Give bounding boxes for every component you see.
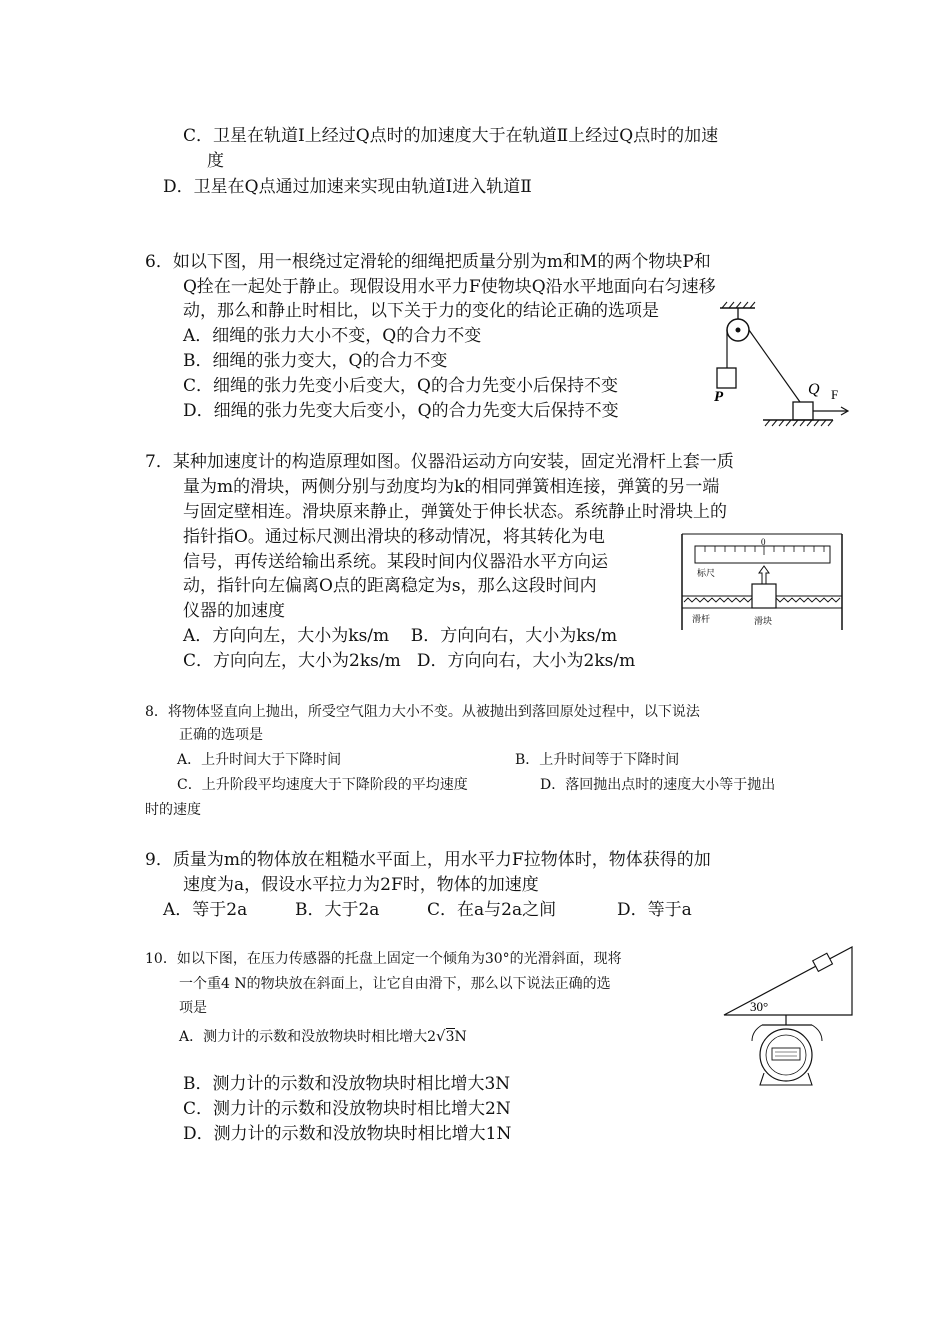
q10-stem-line3: 项是 <box>179 1000 207 1016</box>
q8-option-a: A．上升时间大于下降时间 <box>177 752 342 768</box>
q10-option-a-prefix: A．测力计的示数和没放物块时相比增大 <box>179 1029 428 1045</box>
q6-pulley-figure <box>705 298 855 433</box>
q10-stem-line2: 一个重4 N的物块放在斜面上，让它自由滑下，那么以下说法正确的选 <box>179 976 611 992</box>
q8-stem-line1: 8．将物体竖直向上抛出，所受空气阻力大小不变。从被抛出到落回原处过程中，以下说法 <box>145 704 700 720</box>
q6-label-f: F <box>831 387 839 402</box>
q8-option-c: C．上升阶段平均速度大于下降阶段的平均速度 <box>177 777 468 793</box>
q10-option-b: B．测力计的示数和没放物块时相比增大3N <box>183 1074 511 1094</box>
q6-option-a: A．细绳的张力大小不变，Q的合力不变 <box>183 326 482 346</box>
q10-angle-label: 30° <box>750 999 769 1014</box>
q9-stem-line1: 9．质量为m的物体放在粗糙水平面上，用水平力F拉物体时，物体获得的加 <box>145 850 711 870</box>
q7-options-line2: C．方向向左，大小为2ks/m D．方向向右，大小为2ks/m <box>183 651 636 671</box>
q7-stem-line6: 动，指针向左偏离O点的距离稳定为s，那么这段时间内 <box>183 576 597 596</box>
q6-option-c: C．细绳的张力先变小后变大，Q的合力先变小后保持不变 <box>183 376 618 396</box>
q6-stem-line3: 动，那么和静止时相比，以下关于力的变化的结论正确的选项是 <box>183 301 659 321</box>
q10-stem-line1: 10．如以下图，在压力传感器的托盘上固定一个倾角为30°的光滑斜面，现将 <box>145 951 622 967</box>
q10-option-d: D．测力计的示数和没放物块时相比增大1N <box>183 1124 512 1144</box>
q10-option-c: C．测力计的示数和没放物块时相比增大2N <box>183 1099 511 1119</box>
q9-option-c: C．在a与2a之间 <box>427 900 557 920</box>
q6-label-p: P <box>714 389 724 405</box>
q6-option-b: B．细绳的张力变大，Q的合力不变 <box>183 351 448 371</box>
q7-options-line1: A．方向向左，大小为ks/m B．方向向右，大小为ks/m <box>183 626 618 646</box>
q7-label-zero: 0 <box>761 537 766 547</box>
q10-incline-scale-figure <box>720 945 860 1090</box>
q10-option-a-coef: 2 <box>427 1029 437 1045</box>
q6-stem-line1: 6．如以下图，用一根绕过定滑轮的细绳把质量分别为m和M的两个物块P和 <box>145 252 711 272</box>
q8-option-b: B．上升时间等于下降时间 <box>515 752 680 768</box>
q7-label-ruler: 标尺 <box>697 568 716 578</box>
q9-stem-line2: 速度为a，假设水平拉力为2F时，物体的加速度 <box>183 875 539 895</box>
q7-stem-line4: 指针指O。通过标尺测出滑块的移动情况，将其转化为电 <box>183 527 605 547</box>
q5-option-c-line1: C．卫星在轨道Ⅰ上经过Q点时的加速度大于在轨道Ⅱ上经过Q点时的加速 <box>183 126 719 146</box>
q9-option-a: A．等于2a <box>163 900 248 920</box>
q6-option-d: D．细绳的张力先变大后变小，Q的合力先变大后保持不变 <box>183 401 619 421</box>
q9-option-b: B．大于2a <box>295 900 380 920</box>
q7-stem-line2: 量为m的滑块，两侧分别与劲度均为k的相同弹簧相连接，弹簧的另一端 <box>183 477 720 497</box>
q10-option-a-unit: N <box>454 1029 467 1045</box>
q5-option-c-line2: 度 <box>207 151 224 171</box>
q6-stem-line2: Q拴在一起处于静止。现假设用水平力F使物块Q沿水平地面向右匀速移 <box>183 277 716 297</box>
q7-label-rod: 滑杆 <box>692 614 711 624</box>
q8-option-d-line1: D．落回抛出点时的速度大小等于抛出 <box>540 777 776 793</box>
q7-stem-line5: 信号，再传送给输出系统。某段时间内仪器沿水平方向运 <box>183 552 608 572</box>
q10-option-a-radicand: 3 <box>445 1029 455 1045</box>
q8-stem-line2: 正确的选项是 <box>179 727 263 743</box>
q6-label-q: Q <box>808 381 820 398</box>
q10-option-a: A．测力计的示数和没放物块时相比增大2√3N <box>179 1027 467 1045</box>
q7-accelerometer-figure <box>680 532 845 632</box>
q7-stem-line1: 7．某种加速度计的构造原理如图。仪器沿运动方向安装，固定光滑杆上套一质 <box>145 452 734 472</box>
q7-stem-line3: 与固定壁相连。滑块原来静止，弹簧处于伸长状态。系统静止时滑块上的 <box>183 502 727 522</box>
q7-stem-line7: 仪器的加速度 <box>183 601 285 621</box>
q9-option-d: D．等于a <box>617 900 692 920</box>
q7-label-slider: 滑块 <box>754 616 773 626</box>
q5-option-d: D．卫星在Q点通过加速来实现由轨道Ⅰ进入轨道Ⅱ <box>163 177 532 197</box>
q8-option-d-line2: 时的速度 <box>145 802 201 818</box>
